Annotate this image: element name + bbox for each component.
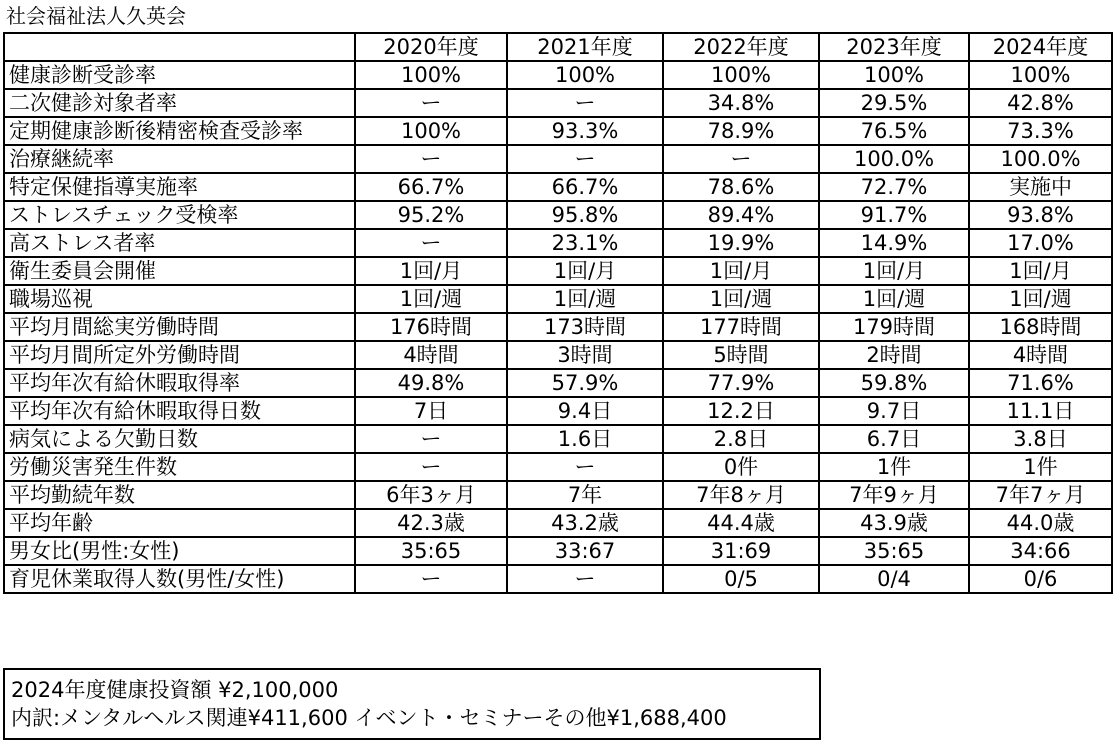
metric-value: 7年9ヶ月 — [819, 481, 969, 509]
table-row — [4, 61, 1112, 89]
metric-value: 1回/週 — [507, 285, 663, 313]
metric-value: 100% — [355, 61, 507, 89]
metric-value: 1件 — [969, 453, 1112, 481]
metric-value: 78.6% — [663, 173, 819, 201]
metric-label: 労働災害発生件数 — [4, 453, 355, 481]
metric-value: 44.4歳 — [663, 509, 819, 537]
metric-value: 168時間 — [969, 313, 1112, 341]
metric-value: 31:69 — [663, 537, 819, 565]
metric-value: 0/6 — [969, 565, 1112, 593]
metric-value: 1件 — [819, 453, 969, 481]
health-investment-box — [3, 668, 821, 740]
table-row — [4, 397, 1112, 425]
metric-value: 100.0% — [819, 145, 969, 173]
metric-value: 93.3% — [507, 117, 663, 145]
metric-label: 育児休業取得人数(男性/女性) — [4, 565, 355, 593]
metric-value: 34:66 — [969, 537, 1112, 565]
metric-value: 43.9歳 — [819, 509, 969, 537]
metric-value: 100.0% — [969, 145, 1112, 173]
metric-value: 1回/週 — [819, 285, 969, 313]
metric-value: 35:65 — [355, 537, 507, 565]
metric-value: 7年8ヶ月 — [663, 481, 819, 509]
metric-label: ストレスチェック受検率 — [4, 201, 355, 229]
metric-label: 平均月間所定外労働時間 — [4, 341, 355, 369]
metric-value: 11.1日 — [969, 397, 1112, 425]
metric-value: 59.8% — [819, 369, 969, 397]
metric-value: 1回/月 — [663, 257, 819, 285]
metric-label: 高ストレス者率 — [4, 229, 355, 257]
metric-value: 1回/月 — [819, 257, 969, 285]
metric-value: 95.2% — [355, 201, 507, 229]
metric-value: 4時間 — [969, 341, 1112, 369]
metric-value: 5時間 — [663, 341, 819, 369]
metric-value: ー — [355, 565, 507, 593]
table-header-row — [4, 33, 1112, 61]
metric-value: 57.9% — [507, 369, 663, 397]
table-row — [4, 313, 1112, 341]
metric-value: 6.7日 — [819, 425, 969, 453]
metric-value: 100% — [355, 117, 507, 145]
metric-label: 平均年次有給休暇取得率 — [4, 369, 355, 397]
metric-value: 66.7% — [355, 173, 507, 201]
metric-value: 44.0歳 — [969, 509, 1112, 537]
metric-value: 34.8% — [663, 89, 819, 117]
metric-value: 17.0% — [969, 229, 1112, 257]
table-row — [4, 537, 1112, 565]
metric-value: 19.9% — [663, 229, 819, 257]
metric-label: 衛生委員会開催 — [4, 257, 355, 285]
metric-value: 176時間 — [355, 313, 507, 341]
metric-value: 12.2日 — [663, 397, 819, 425]
metric-value: 35:65 — [819, 537, 969, 565]
metric-value: ー — [663, 145, 819, 173]
table-row — [4, 201, 1112, 229]
metric-value: 29.5% — [819, 89, 969, 117]
table-row — [4, 145, 1112, 173]
metric-value: 93.8% — [969, 201, 1112, 229]
metric-value: ー — [355, 89, 507, 117]
metric-value: ー — [507, 565, 663, 593]
table-row — [4, 453, 1112, 481]
table-row — [4, 117, 1112, 145]
metric-label: 二次健診対象者率 — [4, 89, 355, 117]
metric-value: 66.7% — [507, 173, 663, 201]
investment-breakdown: 内訳:メンタルヘルス関連¥411,600 イベント・セミナーその他¥1,688,400 — [11, 706, 727, 730]
table-row — [4, 173, 1112, 201]
metric-label: 平均年齢 — [4, 509, 355, 537]
metric-value: ー — [355, 425, 507, 453]
metric-label: 男女比(男性:女性) — [4, 537, 355, 565]
metric-value: 0/5 — [663, 565, 819, 593]
metric-value: 1回/月 — [507, 257, 663, 285]
metric-value: 72.7% — [819, 173, 969, 201]
table-row — [4, 89, 1112, 117]
metric-value: 76.5% — [819, 117, 969, 145]
metric-value: 95.8% — [507, 201, 663, 229]
table-row — [4, 285, 1112, 313]
metric-value: 78.9% — [663, 117, 819, 145]
year-header: 2022年度 — [663, 33, 819, 61]
metric-value: 173時間 — [507, 313, 663, 341]
metric-value: ー — [507, 145, 663, 173]
metric-value: 2時間 — [819, 341, 969, 369]
year-header: 2020年度 — [355, 33, 507, 61]
metric-value: 14.9% — [819, 229, 969, 257]
metric-value: ー — [355, 229, 507, 257]
metric-value: 42.3歳 — [355, 509, 507, 537]
metric-value: ー — [507, 89, 663, 117]
metric-value: 100% — [507, 61, 663, 89]
metric-label: 平均年次有給休暇取得日数 — [4, 397, 355, 425]
table-row — [4, 425, 1112, 453]
metric-value: 49.8% — [355, 369, 507, 397]
metric-value: ー — [355, 145, 507, 173]
metric-value: 77.9% — [663, 369, 819, 397]
metric-label: 治療継続率 — [4, 145, 355, 173]
metric-value: 0件 — [663, 453, 819, 481]
year-header: 2023年度 — [819, 33, 969, 61]
metric-value: ー — [507, 453, 663, 481]
metric-value: 2.8日 — [663, 425, 819, 453]
metric-value: 73.3% — [969, 117, 1112, 145]
metric-value: 91.7% — [819, 201, 969, 229]
metric-label: 特定保健指導実施率 — [4, 173, 355, 201]
investment-total: 2024年度健康投資額 ¥2,100,000 — [11, 678, 339, 702]
metric-label: 定期健康診断後精密検査受診率 — [4, 117, 355, 145]
table-row — [4, 565, 1112, 593]
metric-value: 179時間 — [819, 313, 969, 341]
metric-value: 1回/週 — [663, 285, 819, 313]
metric-value: 0/4 — [819, 565, 969, 593]
table-row — [4, 369, 1112, 397]
table-row — [4, 509, 1112, 537]
metric-value: 6年3ヶ月 — [355, 481, 507, 509]
metric-value: 9.4日 — [507, 397, 663, 425]
health-metrics-table — [3, 32, 1113, 594]
metric-value: 7年7ヶ月 — [969, 481, 1112, 509]
metric-value: 1回/週 — [355, 285, 507, 313]
metric-value: 1回/週 — [969, 285, 1112, 313]
table-row — [4, 341, 1112, 369]
metric-label: 健康診断受診率 — [4, 61, 355, 89]
metric-value: 3時間 — [507, 341, 663, 369]
year-header: 2021年度 — [507, 33, 663, 61]
metric-value: 3.8日 — [969, 425, 1112, 453]
metric-value: 43.2歳 — [507, 509, 663, 537]
metric-value: 7年 — [507, 481, 663, 509]
table-row — [4, 481, 1112, 509]
metric-value: 4時間 — [355, 341, 507, 369]
metric-value: 89.4% — [663, 201, 819, 229]
year-header: 2024年度 — [969, 33, 1112, 61]
metric-value: 1.6日 — [507, 425, 663, 453]
metric-value: 7日 — [355, 397, 507, 425]
metric-value: 23.1% — [507, 229, 663, 257]
metric-value: 100% — [819, 61, 969, 89]
table-row — [4, 229, 1112, 257]
metric-label: 病気による欠勤日数 — [4, 425, 355, 453]
metric-value: ー — [355, 453, 507, 481]
metric-value: 9.7日 — [819, 397, 969, 425]
metric-value: 33:67 — [507, 537, 663, 565]
metric-value: 1回/月 — [355, 257, 507, 285]
metric-value: 100% — [969, 61, 1112, 89]
metric-value: 177時間 — [663, 313, 819, 341]
metric-label: 平均勤続年数 — [4, 481, 355, 509]
metric-value: 実施中 — [969, 173, 1112, 201]
metric-label: 平均月間総実労働時間 — [4, 313, 355, 341]
metric-value: 71.6% — [969, 369, 1112, 397]
corner-header-cell — [4, 33, 355, 61]
metric-value: 1回/月 — [969, 257, 1112, 285]
metric-value: 42.8% — [969, 89, 1112, 117]
organization-title: 社会福祉法人久英会 — [6, 4, 186, 28]
metric-value: 100% — [663, 61, 819, 89]
table-row — [4, 257, 1112, 285]
metric-label: 職場巡視 — [4, 285, 355, 313]
